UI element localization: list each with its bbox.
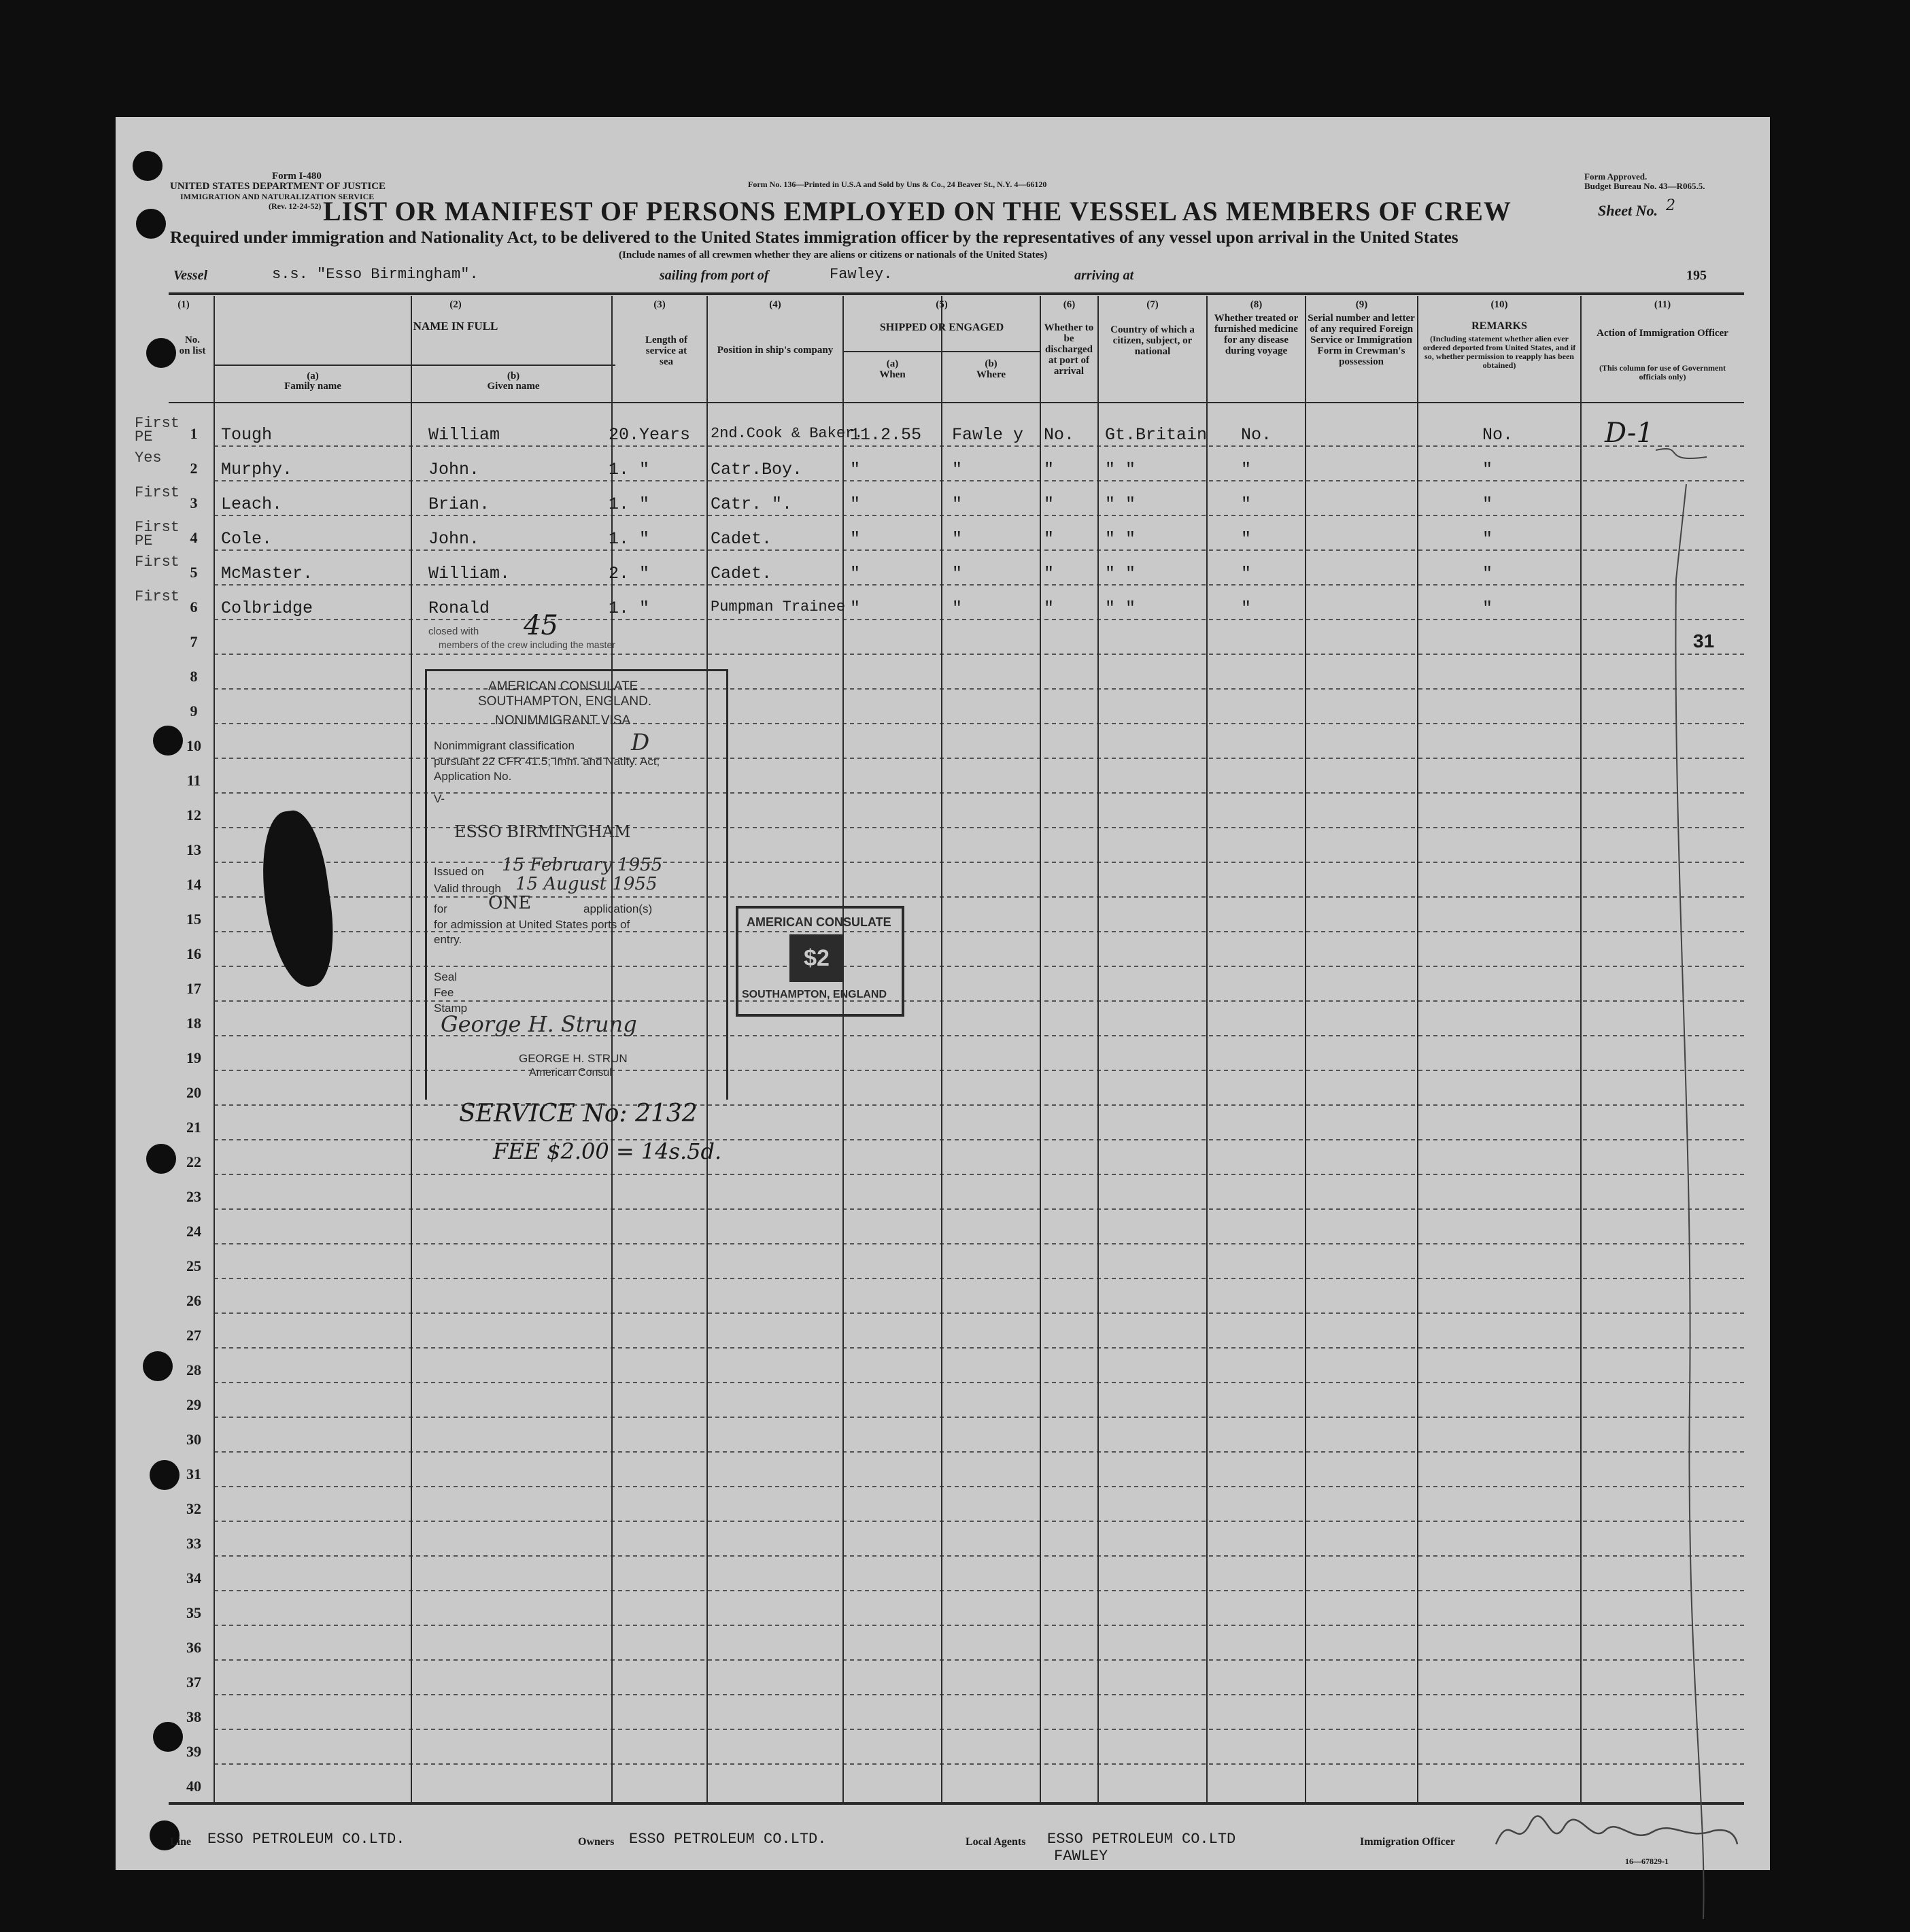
crew-given-name: William (428, 425, 500, 445)
visa-pursuant: pursuant 22 CFR 41.5; Imm. and Natlty. Act; Application No. (434, 755, 660, 783)
fee-stamp-top: AMERICAN CONSULATE (747, 915, 891, 929)
visa-admission: for admission at United States ports of entry. (434, 918, 630, 946)
col2-num: (2) (449, 299, 462, 310)
crew-shipped-when: " (850, 598, 861, 618)
crew-given-name: William. (428, 564, 511, 583)
row-number: 18 (186, 1015, 201, 1032)
crew-position: 2nd.Cook & Baker. (711, 425, 864, 442)
visa-issued: 15 February 1955 (502, 855, 663, 875)
col6-num: (6) (1063, 299, 1076, 310)
row-number: 37 (186, 1674, 201, 1691)
crew-country: " " (1105, 460, 1136, 479)
crew-discharged: " (1044, 529, 1055, 549)
row-number: 28 (186, 1361, 201, 1378)
row-number: 39 (186, 1743, 201, 1760)
row-number: 12 (186, 807, 201, 824)
crew-remarks: " (1482, 598, 1493, 618)
crew-family-name: McMaster. (221, 564, 313, 583)
footer-officer-label: Immigration Officer (1360, 1836, 1455, 1848)
col8-label: Whether treated or furnished medicine for any disease during voyage (1214, 313, 1299, 356)
crew-status-prefix: First PE (135, 519, 180, 549)
printer-note: Form No. 136—Printed in U.S.A and Sold by Uns & Co., 24 Beaver St., N.Y. 4—66120 (748, 180, 1047, 189)
row-number: 25 (186, 1257, 201, 1274)
col4-num: (4) (769, 299, 781, 310)
revision: (Rev. 12-24-52) (269, 201, 322, 211)
crew-position: Catr.Boy. (711, 460, 803, 479)
col11-note: (This column for use of Government officials only) (1599, 363, 1726, 382)
row-number: 38 (186, 1708, 201, 1725)
visa-valid: 15 August 1955 (515, 874, 658, 894)
crew-position: Pumpman Trainee (711, 598, 846, 615)
closed-note: closed with (428, 626, 479, 637)
row-number: 4 (190, 529, 198, 546)
crew-treated: " (1241, 564, 1252, 583)
col7-num: (7) (1146, 299, 1159, 310)
crew-service-length: 1. " (609, 494, 650, 514)
crew-shipped-where: " (952, 529, 963, 549)
crew-treated: " (1241, 460, 1252, 479)
agency: UNITED STATES DEPARTMENT OF JUSTICE (170, 181, 386, 192)
row-number: 9 (190, 702, 198, 719)
col2b-label: Given name (487, 381, 540, 392)
page-title: LIST OR MANIFEST OF PERSONS EMPLOYED ON THE VESSEL AS MEMBERS OF CREW (323, 196, 1512, 226)
row-number: 40 (186, 1778, 201, 1795)
row-number: 31 (186, 1465, 201, 1482)
col2a-label: Family name (284, 381, 341, 392)
col5b-label: Where (976, 369, 1006, 380)
crew-status-prefix: Yes (135, 450, 162, 467)
crew-position: Cadet. (711, 529, 772, 549)
service-note-line1: SERVICE No: 2132 (459, 1100, 698, 1128)
col10-label: REMARKS (1471, 320, 1527, 332)
row-number: 16 (186, 945, 201, 962)
crew-discharged: No. (1044, 425, 1075, 445)
row-number: 20 (186, 1084, 201, 1101)
arriving-label: arriving at (1074, 268, 1134, 283)
budget-bureau: Budget Bureau No. 43—R065.5. (1584, 181, 1705, 191)
crew-shipped-where: " (952, 460, 963, 479)
crew-discharged: " (1044, 564, 1055, 583)
sailing-port: Fawley. (830, 266, 893, 283)
crew-shipped-when: " (850, 494, 861, 514)
action-column-mark (1645, 443, 1741, 1926)
visa-officer: GEORGE H. STRUN (519, 1052, 628, 1065)
row-number: 11 (186, 772, 201, 789)
visa-type: NONIMMIGRANT VISA (495, 713, 631, 728)
row-number: 19 (186, 1049, 201, 1066)
crew-shipped-when: " (850, 564, 861, 583)
crew-shipped-when: " (850, 529, 861, 549)
crew-given-name: John. (428, 460, 480, 479)
crew-treated: No. (1241, 425, 1272, 445)
visa-applications: application(s) (583, 902, 653, 915)
crew-service-length: 1. " (609, 529, 650, 549)
col11-label: Action of Immigration Officer (1597, 328, 1728, 339)
col2-label: NAME IN FULL (413, 320, 498, 333)
crew-treated: " (1241, 494, 1252, 514)
visa-fee: Fee (434, 986, 454, 999)
row-number: 1 (190, 425, 198, 442)
col5-num: (5) (936, 299, 948, 310)
visa-city: SOUTHAMPTON, ENGLAND. (478, 694, 652, 709)
sheet-number: 2 (1666, 197, 1675, 214)
row-number: 17 (186, 980, 201, 997)
col2b-num: (b) (507, 371, 520, 382)
crew-service-length: 1. " (609, 460, 650, 479)
visa-signature: George H. Strung (441, 1011, 637, 1037)
visa-vessel: ESSO BIRMINGHAM (454, 822, 631, 841)
crew-family-name: Tough (221, 425, 273, 445)
closed-note-rest: members of the crew including the master (439, 639, 615, 650)
closed-count: 45 (524, 610, 558, 641)
crew-given-name: Ronald (428, 598, 490, 618)
footer-code: 16—67829-1 (1625, 1857, 1669, 1866)
row-number: 32 (186, 1500, 201, 1517)
row-number: 10 (186, 737, 201, 754)
fee-stamp (736, 906, 904, 1017)
include-note: (Include names of all crewmen whether they are aliens or citizens or nationals of the United States) (619, 250, 1048, 260)
crew-given-name: Brian. (428, 494, 490, 514)
col7-label: Country of which a citizen, subject, or national (1110, 324, 1195, 357)
col4-label: Position in ship's company (717, 345, 834, 356)
row-number: 15 (186, 911, 201, 928)
col3-label: Length of service at sea (645, 335, 688, 367)
row-number: 14 (186, 876, 201, 893)
crew-discharged: " (1044, 494, 1055, 514)
row-number: 13 (186, 841, 201, 858)
crew-shipped-where: " (952, 494, 963, 514)
col1-label: No. on list (179, 335, 206, 356)
crew-shipped-when: 11.2.55 (850, 425, 922, 445)
footer-agents: ESSO PETROLEUM CO.LTD (1047, 1831, 1236, 1848)
footer-line-label: Line (170, 1836, 192, 1848)
visa-class: D (631, 729, 650, 756)
col5a-label: When (879, 369, 906, 380)
row-number: 24 (186, 1223, 201, 1240)
footer-owners: ESSO PETROLEUM CO.LTD. (629, 1831, 827, 1848)
row-number: 26 (186, 1292, 201, 1309)
crew-family-name: Colbridge (221, 598, 313, 618)
footer-owners-label: Owners (578, 1836, 615, 1848)
crew-country: " " (1105, 564, 1136, 583)
vessel-name: s.s. "Esso Birmingham". (272, 266, 479, 283)
crew-position: Cadet. (711, 564, 772, 583)
fee-stamp-value: $2 (789, 934, 844, 982)
col10-note: (Including statement whether alien ever ordered deported from United States, and if so, whether permission to reapply has been obtained) (1422, 334, 1576, 370)
row-number: 35 (186, 1604, 201, 1621)
crew-discharged: " (1044, 460, 1055, 479)
col1-num: (1) (177, 299, 190, 310)
visa-v: V- (434, 792, 445, 805)
visa-stamp (425, 669, 728, 1100)
visa-officer-title: American Consul (529, 1067, 612, 1079)
row-number: 29 (186, 1396, 201, 1413)
crew-family-name: Cole. (221, 529, 273, 549)
manifest-sheet (116, 117, 1770, 1870)
crew-remarks: No. (1482, 425, 1514, 445)
footer-line: ESSO PETROLEUM CO.LTD. (207, 1831, 405, 1848)
crew-family-name: Leach. (221, 494, 283, 514)
footer-agents-town: FAWLEY (1054, 1848, 1108, 1865)
col6-label: Whether to be discharged at port of arrival (1044, 322, 1094, 377)
crew-treated: " (1241, 598, 1252, 618)
fee-stamp-bottom: SOUTHAMPTON, ENGLAND (742, 989, 887, 1000)
action-count: 31 (1693, 630, 1715, 651)
row-number: 21 (186, 1119, 201, 1136)
crew-given-name: John. (428, 529, 480, 549)
row-number: 8 (190, 668, 198, 685)
row-number: 23 (186, 1188, 201, 1205)
visa-stamp-label: Stamp (434, 1002, 468, 1015)
crew-remarks: " (1482, 564, 1493, 583)
col8-num: (8) (1250, 299, 1263, 310)
crew-remarks: " (1482, 460, 1493, 479)
crew-status-prefix: First (135, 588, 180, 605)
crew-shipped-where: " (952, 564, 963, 583)
form-approved: Form Approved. (1584, 171, 1648, 182)
crew-service-length: 20.Years (609, 425, 691, 445)
crew-status-prefix: First (135, 484, 180, 501)
vessel-label: Vessel (173, 268, 207, 283)
sheet-label: Sheet No. (1598, 202, 1658, 219)
col2a-num: (a) (307, 371, 319, 382)
visa-for-label: for (434, 902, 447, 915)
crew-country: " " (1105, 598, 1136, 618)
action-code: D-1 (1605, 418, 1654, 449)
visa-valid-label: Valid through (434, 882, 501, 895)
row-number: 36 (186, 1639, 201, 1656)
year: 195 (1686, 268, 1707, 283)
form-number: Form I-480 (272, 171, 322, 182)
crew-service-length: 1. " (609, 598, 650, 618)
sailing-label: sailing from port of (660, 268, 769, 283)
row-number: 3 (190, 494, 198, 511)
crew-shipped-when: " (850, 460, 861, 479)
crew-treated: " (1241, 529, 1252, 549)
row-number: 34 (186, 1570, 201, 1587)
service: IMMIGRATION AND NATURALIZATION SERVICE (180, 192, 375, 201)
col9-num: (9) (1355, 299, 1368, 310)
crew-status-prefix: First (135, 554, 180, 571)
required-note: Required under immigration and Nationality Act, to be delivered to the United States immigration officer by the representatives of any vessel upon arrival in the United States (170, 227, 1459, 247)
visa-for: ONE (488, 893, 532, 913)
crew-shipped-where: Fawle y (952, 425, 1024, 445)
col5a-num: (a) (886, 358, 899, 369)
visa-issued-label: Issued on (434, 865, 484, 878)
crew-discharged: " (1044, 598, 1055, 618)
crew-country: " " (1105, 494, 1136, 514)
col11-num: (11) (1654, 299, 1671, 310)
row-number: 33 (186, 1535, 201, 1552)
crew-position: Catr. ". (711, 494, 793, 514)
crew-family-name: Murphy. (221, 460, 293, 479)
col3-num: (3) (653, 299, 666, 310)
visa-consulate: AMERICAN CONSULATE (488, 679, 638, 694)
service-note-line2: FEE $2.00 = 14s.5d. (493, 1138, 722, 1164)
crew-remarks: " (1482, 494, 1493, 514)
col9-label: Serial number and letter of any required Foreign Service or Immigration Form in Crewman's possession (1308, 313, 1415, 367)
punch-hole (126, 1885, 156, 1915)
col10-num: (10) (1490, 299, 1508, 310)
row-number: 6 (190, 598, 198, 615)
row-number: 27 (186, 1327, 201, 1344)
row-number: 5 (190, 564, 198, 581)
row-number: 2 (190, 460, 198, 477)
visa-class-label: Nonimmigrant classification (434, 739, 575, 752)
row-number: 30 (186, 1431, 201, 1448)
crew-shipped-where: " (952, 598, 963, 618)
col5b-num: (b) (985, 358, 997, 369)
visa-seal: Seal (434, 970, 458, 983)
crew-status-prefix: First PE (135, 415, 180, 445)
crew-service-length: 2. " (609, 564, 650, 583)
row-number: 22 (186, 1153, 201, 1170)
crew-remarks: " (1482, 529, 1493, 549)
crew-country: Gt.Britain (1105, 425, 1208, 445)
footer-agents-label: Local Agents (966, 1836, 1026, 1848)
row-number: 7 (190, 633, 198, 650)
crew-country: " " (1105, 529, 1136, 549)
col5-label: SHIPPED OR ENGAGED (879, 322, 1004, 333)
